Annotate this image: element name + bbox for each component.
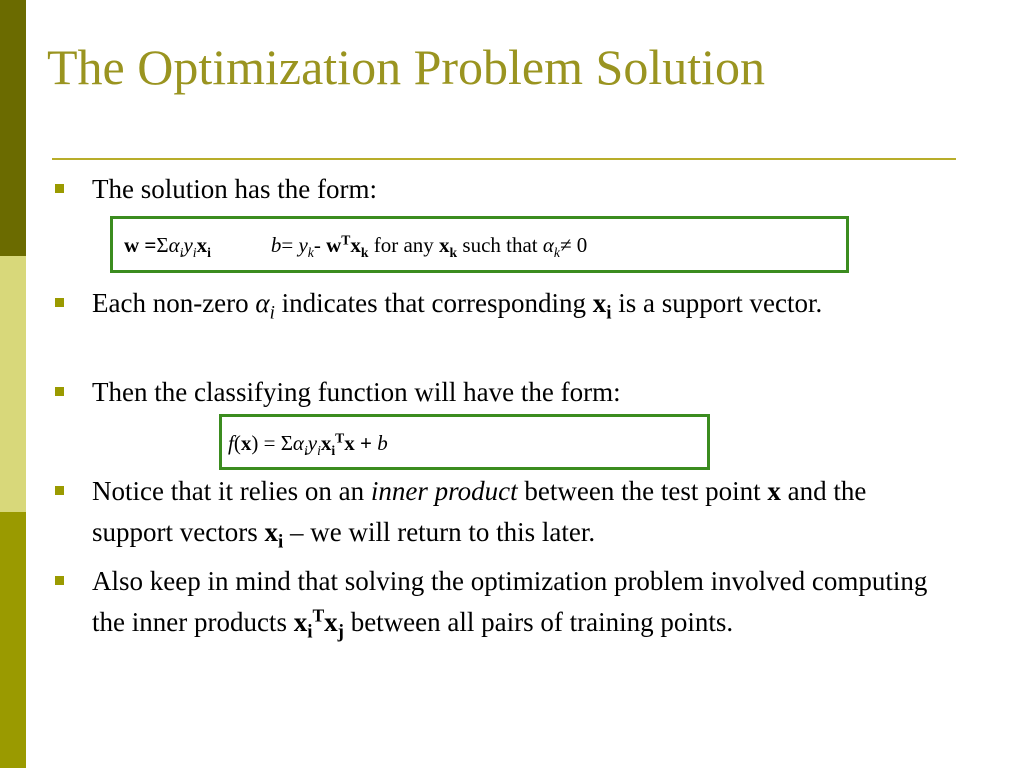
formula-box-classifier — [219, 414, 710, 470]
formula-paren-open: ( — [233, 431, 241, 455]
emphasis-text: inner product — [370, 476, 518, 506]
formula-alpha: α — [168, 233, 180, 257]
title-underline — [52, 158, 956, 160]
xi-vector: x — [264, 517, 278, 547]
formula-neq: ≠ 0 — [559, 233, 588, 257]
alpha-subscript: i — [269, 302, 275, 324]
xi-subscript: i — [307, 621, 313, 643]
formula-paren-close: ) = — [251, 431, 281, 455]
sidebar-decoration — [0, 0, 26, 768]
formula-xk-sub: k — [360, 244, 369, 260]
formula-alpha-sub: i — [303, 442, 308, 458]
bullet-text: between all pairs of training points. — [343, 607, 734, 637]
formula-alpha-sub: i — [179, 244, 184, 260]
formula-alpha-k-sub: k — [553, 244, 560, 260]
alpha-symbol: α — [255, 288, 270, 318]
xi-subscript: i — [277, 531, 284, 553]
formula-alpha: α — [292, 431, 304, 455]
formula-minus: - — [313, 233, 327, 257]
formula-b: b — [270, 233, 282, 257]
x-vector: x — [592, 288, 607, 318]
formula-w: w — [124, 233, 140, 257]
formula-plus: + — [354, 431, 378, 455]
formula-b: b — [377, 431, 388, 455]
formula-y-sub: i — [317, 442, 321, 458]
bullet-text: Each non-zero — [92, 288, 256, 318]
bullet-solution-form — [92, 169, 952, 210]
formula-wT-sup: T — [341, 232, 351, 248]
formula-x-sub: i — [207, 244, 211, 260]
formula-such-that: such that — [457, 233, 543, 257]
transpose-superscript: T — [312, 605, 325, 626]
bullet-text: between the test point — [517, 476, 768, 506]
slide-title: The Optimization Problem Solution — [47, 39, 765, 95]
bullet-inner-product — [92, 471, 952, 553]
formula-x: x — [240, 431, 252, 455]
xj-vector: x — [324, 607, 338, 637]
formula-xk: x — [350, 233, 361, 257]
formula-b-eq: = — [281, 233, 299, 257]
formula-wT: w — [326, 233, 342, 257]
formula-f: f — [228, 431, 234, 455]
bullet-text: and the support vectors — [92, 476, 867, 547]
formula-yk: y — [298, 233, 308, 257]
formula-alpha-k: α — [542, 233, 554, 257]
bullet-text: Notice that it relies on an — [92, 476, 371, 506]
formula-transpose: T — [335, 430, 345, 446]
formula-xk2-sub: k — [449, 244, 458, 260]
formula-y: y — [183, 233, 193, 257]
bullet-text: is a support vector. — [611, 288, 823, 318]
formula-x: x — [196, 233, 208, 257]
formula-sigma: Σ — [156, 233, 169, 257]
bullet-text: – we will return to this later. — [283, 517, 596, 547]
formula-sigma: Σ — [280, 431, 293, 455]
formula-xi-sub: i — [331, 442, 336, 458]
sidebar-segment-middle — [0, 256, 26, 512]
formula-yk-sub: k — [307, 244, 314, 260]
formula-xi: x — [320, 431, 332, 455]
formula-for-any: for any — [368, 233, 440, 257]
formula-eq: = — [139, 233, 157, 257]
formula-box-solution — [110, 216, 849, 273]
formula-xk2: x — [439, 233, 450, 257]
bullet-text: The solution has the form: — [92, 174, 377, 204]
sidebar-segment-bottom — [0, 512, 26, 768]
x-subscript: i — [606, 302, 612, 324]
formula-y: y — [307, 431, 318, 455]
bullet-support-vector — [92, 283, 952, 324]
x-vector: x — [767, 476, 781, 506]
sidebar-segment-top — [0, 0, 26, 256]
bullet-inner-products-training — [92, 561, 952, 643]
xj-subscript: j — [337, 621, 344, 643]
bullet-text: Then the classifying function will have the form: — [92, 377, 621, 407]
bullet-classifying-function — [92, 372, 952, 413]
bullet-text: indicates that corresponding — [274, 288, 593, 318]
formula-x2: x — [344, 431, 355, 455]
bullet-text: Also keep in mind that solving the optimization problem involved computing the inner products — [92, 566, 928, 637]
xi-vector: x — [293, 607, 308, 637]
formula-y-sub: i — [192, 244, 197, 260]
